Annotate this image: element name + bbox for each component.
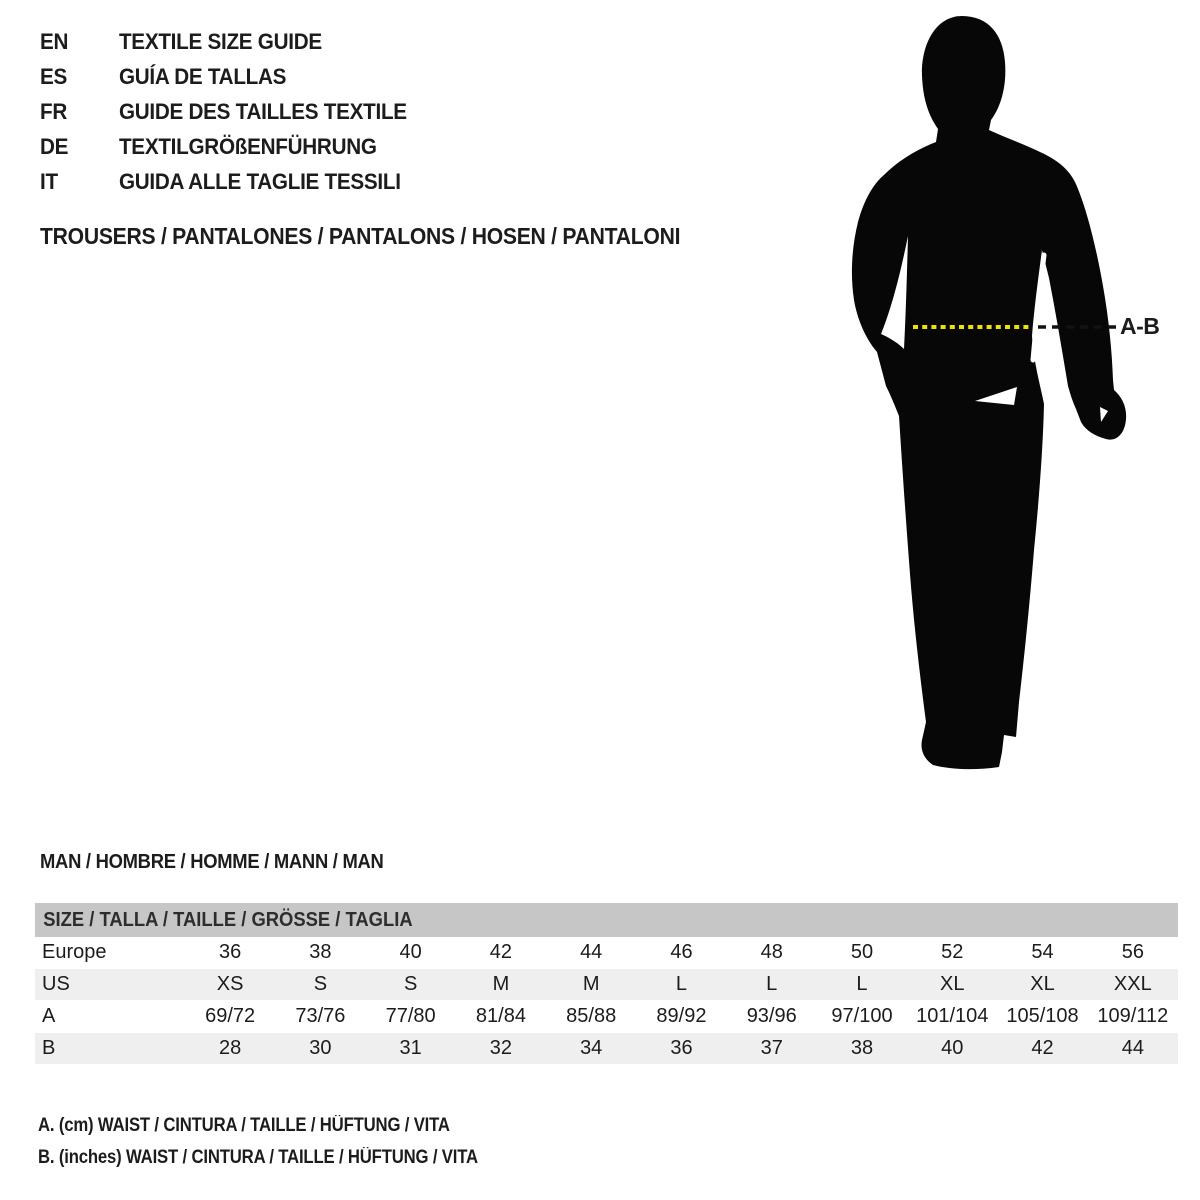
- size-cell: L: [817, 968, 907, 1001]
- size-table-row: [35, 1032, 1178, 1065]
- size-cell: 42: [997, 1032, 1087, 1065]
- size-cell: 28: [185, 1032, 275, 1065]
- size-cell: 109/112: [1097, 1005, 1169, 1027]
- size-cell: 44: [580, 941, 603, 963]
- size-cell: 40: [399, 941, 422, 963]
- size-cell: 38: [309, 941, 332, 963]
- size-cell: 30: [275, 1032, 365, 1065]
- size-cell: 77/80: [385, 1005, 436, 1027]
- size-table-body: [35, 937, 1178, 1065]
- language-code: DE: [40, 134, 69, 159]
- guide-title: GUIDA ALLE TAGLIE TESSILI: [118, 169, 401, 194]
- size-cell: 31: [366, 1032, 456, 1065]
- size-table-banner-row: [35, 903, 1178, 937]
- size-cell: 52: [941, 941, 964, 963]
- size-cell: 44: [1088, 1032, 1178, 1065]
- language-row: [40, 29, 407, 64]
- size-cell: 42: [489, 941, 513, 963]
- size-cell: L: [636, 968, 726, 1001]
- size-cell: XL: [907, 968, 997, 1001]
- size-cell: 46: [670, 941, 693, 963]
- size-table-banner-text: SIZE / TALLA / TAILLE / GRÖSSE / TAGLIA: [43, 908, 413, 931]
- language-row: [40, 169, 407, 204]
- product-category-title: TROUSERS / PANTALONES / PANTALONS / HOSEN / PANTALONI: [40, 223, 681, 249]
- language-code: ES: [40, 64, 68, 89]
- footnote-a: A. (cm) WAIST / CINTURA / TAILLE / HÜFTUNG / VITA: [38, 1115, 450, 1136]
- size-cell: 56: [1121, 941, 1144, 963]
- size-table-row: [35, 937, 1178, 968]
- gender-section-title: MAN / HOMBRE / HOMME / MANN / MAN: [40, 851, 384, 873]
- size-table: [35, 903, 1178, 1065]
- size-cell: 85/88: [566, 1005, 617, 1027]
- size-table-row: [35, 1001, 1178, 1032]
- size-cell: 89/92: [656, 1005, 707, 1027]
- man-silhouette-svg: [845, 8, 1165, 778]
- size-table-banner: [35, 903, 1178, 937]
- size-cell: 101/104: [916, 1005, 989, 1027]
- size-cell: XXL: [1088, 968, 1178, 1001]
- size-table-row: [35, 968, 1178, 1001]
- guide-title: GUÍA DE TALLAS: [118, 64, 287, 89]
- size-cell: 54: [1031, 941, 1054, 963]
- size-cell: 50: [850, 941, 874, 963]
- footnote-b: B. (inches) WAIST / CINTURA / TAILLE / HÜFTUNG / VITA: [38, 1147, 478, 1168]
- language-row: [40, 134, 407, 169]
- size-cell: 40: [907, 1032, 997, 1065]
- guide-title: TEXTILE SIZE GUIDE: [118, 29, 322, 54]
- size-row-label: US: [35, 968, 185, 1001]
- size-cell: 81/84: [475, 1005, 526, 1027]
- size-cell: 73/76: [295, 1005, 346, 1027]
- size-row-label: B: [35, 1032, 185, 1065]
- language-row: [40, 99, 407, 134]
- size-cell: S: [275, 968, 365, 1001]
- guide-title: GUIDE DES TAILLES TEXTILE: [118, 99, 407, 124]
- man-silhouette: [852, 16, 1126, 769]
- footnotes: [38, 1110, 538, 1174]
- size-row-label: Europe: [42, 941, 107, 963]
- size-cell: 36: [219, 941, 242, 963]
- size-cell: M: [456, 968, 546, 1001]
- language-code: FR: [40, 99, 68, 124]
- size-row-label: A: [42, 1005, 56, 1027]
- language-code: IT: [40, 169, 58, 194]
- size-cell: S: [366, 968, 456, 1001]
- waist-measure-label: A-B: [1120, 313, 1160, 339]
- size-cell: 97/100: [831, 1005, 893, 1027]
- size-cell: 38: [817, 1032, 907, 1065]
- size-cell: M: [546, 968, 636, 1001]
- language-title-list: [40, 29, 430, 204]
- size-cell: 34: [546, 1032, 636, 1065]
- size-cell: 69/72: [205, 1005, 256, 1027]
- guide-title: TEXTILGRÖßENFÜHRUNG: [118, 134, 377, 159]
- size-cell: 48: [760, 941, 783, 963]
- size-cell: L: [727, 968, 817, 1001]
- size-cell: 37: [727, 1032, 817, 1065]
- language-code: EN: [40, 29, 69, 54]
- size-cell: 105/108: [1006, 1005, 1079, 1027]
- man-silhouette-figure: [845, 8, 1165, 778]
- size-cell: 32: [456, 1032, 546, 1065]
- size-cell: 93/96: [746, 1005, 797, 1027]
- size-cell: 36: [636, 1032, 726, 1065]
- size-cell: XS: [185, 968, 275, 1001]
- size-cell: XL: [997, 968, 1087, 1001]
- language-row: [40, 64, 407, 99]
